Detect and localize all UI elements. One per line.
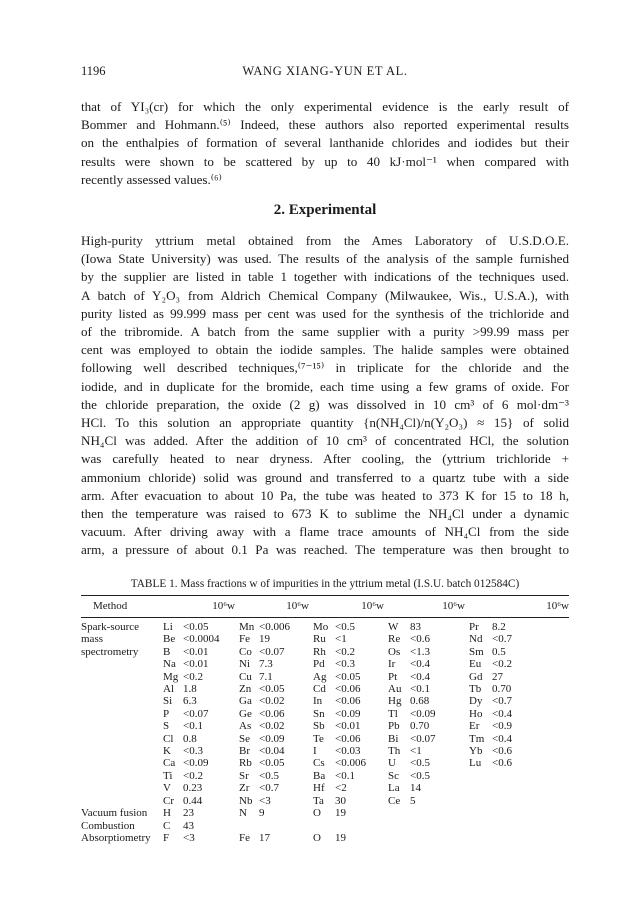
element-cell: Ce	[388, 794, 401, 807]
element-cell: O	[313, 831, 321, 844]
table-row	[81, 633, 569, 645]
value-cell: 0.23	[183, 782, 203, 795]
element-cell: Nb	[239, 794, 253, 807]
value-cell: <0.1	[410, 683, 430, 696]
paragraph-experimental	[81, 232, 569, 560]
text-line: results were shown to be scattered by up to 40 kJ·mol⁻¹ when compared with	[81, 153, 569, 169]
method-cell: Vacuum fusion	[81, 807, 148, 820]
value-cell: 0.70	[492, 683, 512, 696]
value-cell: <0.01	[183, 658, 209, 671]
element-cell	[465, 770, 490, 782]
element-cell: Pr	[469, 621, 479, 633]
method-cell	[81, 795, 159, 807]
element-cell: Zr	[239, 782, 250, 795]
column-header-w: 10⁶w	[286, 600, 309, 612]
value-cell	[490, 782, 569, 794]
element-cell: Th	[388, 745, 401, 758]
value-cell: <0.07	[259, 645, 285, 658]
text-line: arm. After evacuation to about 10 Pa, the tube was heated to 373 K for 15 to 18 h,	[81, 487, 569, 503]
value-cell: <0.05	[259, 683, 285, 696]
value-cell: <0.1	[335, 769, 355, 782]
value-cell: 23	[183, 807, 194, 820]
element-cell	[384, 832, 408, 844]
element-cell: Pd	[313, 658, 325, 671]
value-cell	[257, 820, 309, 832]
element-cell: Ta	[313, 794, 324, 807]
value-cell: <0.6	[492, 745, 512, 758]
method-cell	[81, 770, 159, 782]
value-cell: <0.1	[183, 720, 203, 733]
element-cell: Rh	[313, 645, 326, 658]
value-cell: <0.04	[259, 745, 285, 758]
element-cell	[384, 820, 408, 832]
value-cell: 43	[183, 819, 194, 832]
column-header-method: Method	[93, 600, 128, 612]
value-cell: <2	[335, 782, 347, 795]
table-row	[81, 757, 569, 769]
value-cell: <3	[183, 831, 195, 844]
element-cell: Sb	[313, 720, 325, 733]
element-cell: V	[163, 782, 171, 795]
method-cell: Absorptiometry	[81, 831, 151, 844]
value-cell: <0.5	[410, 757, 430, 770]
value-cell: <0.07	[410, 732, 436, 745]
element-cell: Te	[313, 732, 324, 745]
element-cell: Yb	[469, 745, 483, 758]
page-header	[81, 64, 569, 82]
value-cell: <0.05	[183, 621, 209, 633]
value-cell: <1.3	[410, 645, 430, 658]
text-line: recently assessed values.⁽⁶⁾	[81, 171, 222, 187]
text-line: on the enthalpies of formation of several lanthanide chlorides and iodides but their	[81, 135, 569, 151]
impurities-table	[81, 595, 569, 844]
value-cell: <0.7	[492, 695, 512, 708]
value-cell: 19	[259, 633, 270, 646]
column-header-w: 10⁶w	[361, 600, 384, 612]
element-cell: Sn	[313, 707, 325, 720]
value-cell: <0.0004	[183, 633, 220, 646]
value-cell: <0.6	[492, 757, 512, 770]
value-cell: <0.4	[492, 732, 512, 745]
method-cell: spectrometry	[81, 645, 139, 658]
element-cell: Ge	[239, 707, 252, 720]
text-line: vacuum. After driving away with a flame trace amounts of NH₄Cl from the side	[81, 524, 569, 540]
element-cell: Nd	[469, 633, 483, 646]
method-cell	[81, 745, 159, 757]
element-cell: Mg	[163, 670, 179, 683]
text-line: then the temperature was raised to 673 K to sublime the NH₄Cl under a dynamic	[81, 506, 569, 522]
method-cell	[81, 708, 159, 720]
element-cell: Mo	[313, 621, 329, 633]
value-cell: 6.3	[183, 695, 197, 708]
value-cell	[408, 832, 465, 844]
value-cell: 0.44	[183, 794, 203, 807]
element-cell	[465, 832, 490, 844]
value-cell: <0.7	[492, 633, 512, 646]
table-row	[81, 820, 569, 832]
value-cell	[490, 770, 569, 782]
value-cell: 0.70	[410, 720, 430, 733]
element-cell: Se	[239, 732, 250, 745]
element-cell: Sr	[239, 769, 249, 782]
element-cell: Ca	[163, 757, 176, 770]
value-cell: <1	[335, 633, 347, 646]
value-cell: <0.4	[492, 707, 512, 720]
page-number: 1196	[81, 64, 106, 78]
element-cell: Co	[239, 645, 252, 658]
value-cell: <0.07	[183, 707, 209, 720]
value-cell: 9	[259, 807, 265, 820]
column-header-w: 10⁶w	[212, 600, 235, 612]
table-row	[81, 782, 569, 794]
element-cell	[384, 807, 408, 819]
text-line: (Iowa State University) was used. The results of the analysis of the sample furnished	[81, 251, 569, 267]
element-cell: Ti	[163, 769, 173, 782]
table-row	[81, 745, 569, 757]
value-cell: <0.06	[259, 707, 285, 720]
value-cell: 0.68	[410, 695, 430, 708]
element-cell	[465, 820, 490, 832]
column-header-w: 10⁶w	[442, 600, 465, 612]
table-row	[81, 618, 569, 634]
value-cell: 5	[410, 794, 416, 807]
element-cell: Ag	[313, 670, 327, 683]
element-cell: Cr	[163, 794, 174, 807]
element-cell: As	[239, 720, 252, 733]
value-cell: 0.8	[183, 732, 197, 745]
element-cell: Si	[163, 695, 173, 708]
text-line: that of YI₃(cr) for which the only experimental evidence is the early result of	[81, 99, 569, 114]
value-cell: <0.05	[335, 670, 361, 683]
text-line: iodide, and in duplicate for the bromide, each time using a few grams of oxide. For	[81, 378, 569, 394]
element-cell: C	[163, 819, 171, 832]
table-row	[81, 807, 569, 819]
element-cell: Dy	[469, 695, 483, 708]
value-cell	[490, 820, 569, 832]
value-cell	[408, 807, 465, 819]
element-cell: F	[163, 831, 170, 844]
value-cell: 27	[492, 670, 503, 683]
element-cell: B	[163, 645, 171, 658]
element-cell: Bi	[388, 732, 399, 745]
element-cell: Hg	[388, 695, 402, 708]
text-line: by the supplier are listed in table 1 together with indications of the techniques used.	[81, 269, 569, 285]
element-cell: Br	[239, 745, 250, 758]
value-cell: <0.06	[335, 732, 361, 745]
value-cell	[490, 832, 569, 844]
element-cell: Gd	[469, 670, 483, 683]
element-cell: O	[313, 807, 321, 820]
value-cell: <0.2	[335, 645, 355, 658]
element-cell: Rb	[239, 757, 252, 770]
text-line: High-purity yttrium metal obtained from the Ames Laboratory of U.S.D.O.E.	[81, 233, 569, 248]
text-line: was carefully heated to near dryness. After cooling, the (yttrium trichloride +	[81, 451, 569, 467]
element-cell: Lu	[469, 757, 482, 770]
element-cell: Na	[163, 658, 176, 671]
element-cell: Al	[163, 683, 174, 696]
element-cell: Tm	[469, 732, 485, 745]
element-cell: Be	[163, 633, 176, 646]
value-cell: <3	[259, 794, 271, 807]
table-row	[81, 733, 569, 745]
element-cell: Mn	[239, 621, 255, 633]
method-cell	[81, 671, 159, 683]
element-cell	[465, 795, 490, 807]
element-cell: La	[388, 782, 400, 795]
element-cell: Fe	[239, 831, 250, 844]
element-cell: S	[163, 720, 170, 733]
text-line: ammonium chloride) solid was ground and transferred to a quartz tube with a side	[81, 469, 569, 485]
value-cell: 7.3	[259, 658, 273, 671]
element-cell: Sm	[469, 645, 484, 658]
text-line: Bommer and Hohmann.⁽⁵⁾ Indeed, these authors also reported experimental results	[81, 117, 569, 133]
section-title: 2. Experimental	[273, 202, 377, 218]
text-line: cent was employed to obtain the iodide samples. The halide samples were obtained	[81, 342, 569, 358]
value-cell: <0.5	[335, 621, 355, 633]
element-cell	[309, 820, 333, 832]
value-cell: <0.6	[410, 633, 430, 646]
value-cell	[333, 820, 384, 832]
value-cell: 14	[410, 782, 421, 795]
text-line: A batch of Y₂O₃ from Aldrich Chemical Company (Milwaukee, Wis., U.S.A.), with	[81, 287, 569, 303]
text-line: of the tribromide. A batch from the same supplier with a purity >99.99 mass per	[81, 324, 569, 340]
method-cell	[81, 720, 159, 732]
element-cell: Au	[388, 683, 402, 696]
value-cell: <0.02	[259, 720, 285, 733]
method-cell	[81, 757, 159, 769]
text-line: arm, a pressure of about 0.1 Pa was reached. The temperature was then brought to	[81, 542, 569, 558]
value-cell: <0.3	[335, 658, 355, 671]
text-line: purity listed as 99.999 mass per cent was used for the synthesis of the trichloride and	[81, 305, 569, 321]
value-cell: <0.2	[492, 658, 512, 671]
element-cell: Pb	[388, 720, 400, 733]
value-cell: <0.3	[183, 745, 203, 758]
table-row	[81, 795, 569, 807]
element-cell: Pt	[388, 670, 398, 683]
element-cell: K	[163, 745, 171, 758]
method-cell	[81, 782, 159, 794]
element-cell: Tb	[469, 683, 482, 696]
value-cell: <0.06	[335, 695, 361, 708]
value-cell: 19	[335, 807, 346, 820]
value-cell: <0.5	[259, 769, 279, 782]
method-cell	[81, 658, 159, 670]
element-cell: W	[388, 621, 399, 633]
table-row	[81, 770, 569, 782]
table-row	[81, 671, 569, 683]
value-cell: 1.8	[183, 683, 197, 696]
table-row	[81, 832, 569, 844]
element-cell: Re	[388, 633, 401, 646]
table-caption: TABLE 1. Mass fractions w of impurities in the yttrium metal (I.S.U. batch 012584C)	[130, 578, 520, 590]
element-cell: Os	[388, 645, 401, 658]
value-cell: 19	[335, 831, 346, 844]
table-row	[81, 683, 569, 695]
element-cell: Sc	[388, 769, 399, 782]
element-cell: Tl	[388, 707, 398, 720]
value-cell: <0.09	[410, 707, 436, 720]
method-cell	[81, 683, 159, 695]
value-cell: <0.5	[410, 769, 430, 782]
element-cell	[465, 807, 490, 819]
element-cell: Li	[163, 621, 173, 633]
element-cell: Ba	[313, 769, 326, 782]
element-cell: Ir	[388, 658, 396, 671]
value-cell: 7.1	[259, 670, 273, 683]
method-cell: mass	[81, 633, 103, 646]
method-cell: Combustion	[81, 819, 135, 832]
value-cell: 17	[259, 831, 270, 844]
value-cell: <0.02	[259, 695, 285, 708]
element-cell: Ru	[313, 633, 326, 646]
element-cell: Cu	[239, 670, 252, 683]
method-cell: Spark-source	[81, 621, 140, 633]
value-cell: <0.7	[259, 782, 279, 795]
table-row	[81, 658, 569, 670]
value-cell: <1	[410, 745, 422, 758]
element-cell: Cl	[163, 732, 174, 745]
element-cell: N	[239, 807, 247, 820]
value-cell: <0.006	[335, 757, 366, 770]
value-cell: <0.01	[335, 720, 361, 733]
value-cell: 8.2	[492, 621, 506, 633]
text-line: the chloride preparation, the oxide (2 g) was dissolved in 10 cm³ of 6 mol·dm⁻³	[81, 396, 569, 412]
column-header-w: 10⁶w	[546, 600, 569, 612]
value-cell: <0.06	[335, 683, 361, 696]
element-cell: Cd	[313, 683, 326, 696]
element-cell: H	[163, 807, 171, 820]
element-cell	[235, 820, 257, 832]
element-cell: Ho	[469, 707, 483, 720]
element-cell: P	[163, 707, 170, 720]
method-cell	[81, 733, 159, 745]
element-cell: Fe	[239, 633, 250, 646]
element-cell: U	[388, 757, 396, 770]
value-cell: <0.006	[259, 621, 290, 633]
value-cell: 30	[335, 794, 346, 807]
table-row	[81, 646, 569, 658]
table-header-row	[81, 596, 569, 618]
element-cell: I	[313, 745, 317, 758]
element-cell: Hf	[313, 782, 325, 795]
value-cell: 0.5	[492, 645, 506, 658]
element-cell: Zn	[239, 683, 252, 696]
value-cell: <0.09	[335, 707, 361, 720]
element-cell: Cs	[313, 757, 325, 770]
value-cell: <0.09	[259, 732, 285, 745]
value-cell	[490, 795, 569, 807]
element-cell: Ni	[239, 658, 250, 671]
value-cell: <0.01	[183, 645, 209, 658]
value-cell: <0.4	[410, 670, 430, 683]
value-cell: <0.2	[183, 670, 203, 683]
value-cell: <0.03	[335, 745, 361, 758]
text-line: NH₄Cl was added. After the addition of 10 cm³ of concentrated HCl, the solution	[81, 433, 569, 449]
element-cell: In	[313, 695, 323, 708]
value-cell	[408, 820, 465, 832]
text-line: following well described techniques,⁽⁷⁻¹⁵⁾ in triplicate for the chloride and the	[81, 360, 569, 376]
value-cell: <0.4	[410, 658, 430, 671]
element-cell: Er	[469, 720, 480, 733]
element-cell: Eu	[469, 658, 482, 671]
method-cell	[81, 695, 159, 707]
table-row	[81, 695, 569, 707]
paragraph-intro	[81, 98, 569, 189]
running-title: WANG XIANG-YUN ET AL.	[242, 64, 408, 78]
table-row	[81, 708, 569, 720]
element-cell: Ga	[239, 695, 252, 708]
value-cell: 83	[410, 621, 421, 633]
value-cell: <0.09	[183, 757, 209, 770]
value-cell: <0.9	[492, 720, 512, 733]
text-line: HCl. To this solution an appropriate quantity {n(NH₄Cl)/n(Y₂O₃) ≈ 15} of solid	[81, 415, 569, 431]
value-cell: <0.05	[259, 757, 285, 770]
value-cell: <0.2	[183, 769, 203, 782]
table-row	[81, 720, 569, 732]
element-cell	[465, 782, 490, 794]
value-cell	[490, 807, 569, 819]
